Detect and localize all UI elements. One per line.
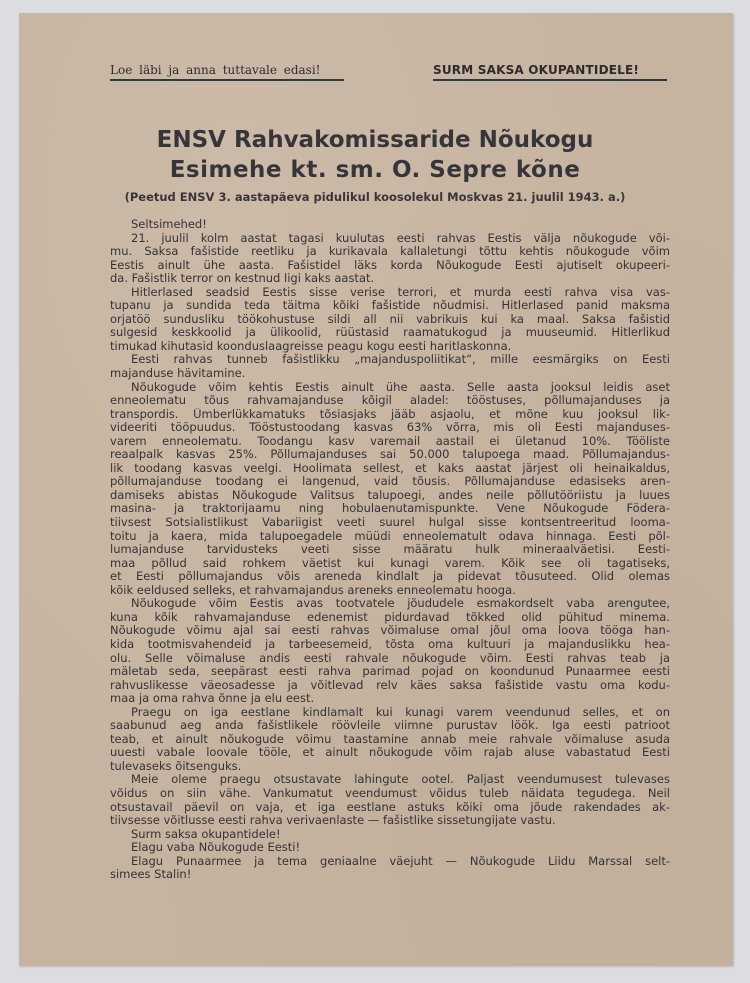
speech-line: lumajanduse tarvidusteks veeti sisse määratu hulk mineraalväetisi. Eesti- — [110, 543, 670, 557]
speech-line: timukad kihutasid koonduslaagreisse peagu kogu eesti haritlaskonna. — [110, 339, 512, 353]
speech-line: sulgesid keskkoolid ja ülikoolid, rüüstasid raamatukogud ja muuseumid. Hitlerlikud — [110, 326, 670, 340]
speech-line: maa ja oma rahva õnne ja elu eest. — [110, 692, 315, 706]
speech-line: da. Fašistlik terror on kestnud ligi kaks aastat. — [110, 272, 375, 286]
speech-line: uuesti vabale loovale tööle, et ainult nõukogude võim rajab aluse vabastatud Eesti — [110, 746, 670, 760]
speech-line: Hitlerlased seadsid Eestis sisse verise terrori, et murda eesti rahva visa vas- — [131, 285, 670, 299]
speech-line: põllumajanduse toodang ei langenud, vaid tõusis. Põllumajanduse edasiseks aren- — [110, 475, 670, 489]
speech-line: kuna kõik rahvamajanduse edenemist pidurdavad tõkked olid pühitud minema. — [110, 610, 670, 624]
speech-line: kõik eeldused selleks, et rahvamajandus areneks enneolematu hooga. — [110, 583, 516, 597]
speech-line: tulevaseks õitsenguks. — [110, 759, 242, 773]
speech-line: lik toodang kasvas veelgi. Hoolimata sellest, et kaks aastat järjest oli heinaikaldus, — [110, 461, 670, 475]
speech-line: transpordis. Ümberlükkamatuks tõsiasjaks jääb asjaolu, et mõne kuu jooksul lik- — [110, 407, 670, 421]
speech-line: varem enneolematu. Toodangu kasv varemail aastail ei ületanud 10%. Tööliste — [110, 434, 670, 448]
speech-line: Eesti rahvas tunneb fašistlikku „majanduspoliitikat“, mille eesmärgiks on Eesti — [131, 353, 670, 367]
speech-line: enneolematu tõus rahvamajanduse kõigil aladel: tööstuses, põllumajanduses ja — [110, 394, 670, 408]
speech-line: masina- ja traktorijaamu ning hobulaenutamispunkte. Vene Nõukogude Födera- — [110, 502, 670, 516]
title-line-2: Esimehe kt. sm. O. Sepre kõne — [169, 157, 581, 183]
speech-line: tiivsesse võitlusse eesti rahva verivaenlaste — fašistlike sissetungijate vastu. — [110, 814, 556, 828]
speech-line: mu. Saksa fašistide reetliku ja kurikavala kallaletungi tõttu kehtis nõukogude võim — [110, 245, 670, 259]
subtitle: (Peetud ENSV 3. aastapäeva pidulikul koosolekul Moskvas 21. juulil 1943. a.) — [124, 190, 626, 204]
speech-line: saabunud aeg anda fašistlikele röövleile viimne purustav löök. Iga eesti patrioot — [110, 719, 670, 733]
header-slogan-left: Loe läbi ja anna tuttavale edasi! — [110, 63, 344, 81]
speech-line: et Eesti põllumajandus võis areneda kindlalt ja pidevat tõusuteed. Olid olemas — [110, 570, 670, 584]
speech-line: Elagu vaba Nõukogude Eesti! — [131, 841, 301, 855]
speech-line: Elagu Punaarmee ja tema geniaalne väejuht — Nõukogude Liidu Marssal selt- — [131, 854, 670, 868]
speech-line: reaalpalk kasvas 25%. Põllumajanduses sai 50.000 talupoega maad. Põllumajandus- — [110, 448, 670, 462]
speech-line: simees Stalin! — [110, 868, 192, 882]
speech-line: kida tootmisvahendeid ja tarbeesemeid, tõsta oma kultuuri ja majanduslikku hea- — [110, 637, 670, 651]
speech-line: Praegu on iga eestlane kindlamalt kui kunagi varem veendunud selles, et on — [131, 705, 670, 719]
speech-line: rahvuslikesse väeosadesse ja võitlevad relv käes saksa fašistide vastu oma kodu- — [110, 678, 670, 692]
header-slogan-right: SURM SAKSA OKUPANTIDELE! — [433, 63, 667, 81]
speech-line: tiivsest Sotsialistlikust Vabariigist veeti suurel hulgal sisse kontsentreeritud looma- — [110, 516, 670, 530]
speech-line: Meie oleme praegu otsustavate lahingute ootel. Paljast veendumusest tulevases — [131, 773, 670, 787]
speech-line: videeriti tööpuudus. Tööstustoodang kasvas 63% võrra, mis oli Eesti majanduses- — [110, 421, 670, 435]
speech-line: toitu ja kaera, mida talupoegadele müüdi enneolematult odava hinnaga. Eesti põl- — [110, 529, 670, 543]
speech-line: mäletab seda, seepärast eesti rahva parimad pojad on koondunud Punaarmee eesti — [110, 665, 670, 679]
title-line-1: ENSV Rahvakomissaride Nõukogu — [156, 127, 594, 153]
speech-line: Seltsimehed! — [131, 218, 207, 231]
speech-line: Nõukogude võim kehtis Eestis ainult ühe aasta. Selle aasta jooksul leidis aset — [131, 380, 670, 394]
speech-line: olu. Selle võimaluse andis eesti rahvale nõukogude võim. Eesti rahvas teab ja — [110, 651, 670, 665]
speech-line: majanduse hävitamine. — [110, 367, 246, 381]
speech-line: orjatöö sundusliku töökohustuse sildi all nii vabrikuis kui ka maal. Saksa fašistid — [110, 312, 670, 326]
speech-line: tupanu ja sundida teda täitma kõiki fašistide nõudmisi. Hitlerlased panid maksma — [110, 299, 670, 313]
speech-body — [110, 218, 670, 882]
speech-line: otsustavail päevil on vaja, et iga eestlane astuks kõiki oma jõude rakendades ak- — [110, 800, 670, 814]
speech-line: teab, et ainult nõukogude võimu taastamine annab meie rahvale võimaluse asuda — [110, 732, 670, 746]
speech-line: Nõukogude võim Eestis avas tootvatele jõududele esmakordselt vaba arengutee, — [131, 597, 670, 611]
speech-line: Nõukogude võimu ajal sai eesti rahvas võimaluse omal jõul oma loova tööga han- — [110, 624, 670, 638]
speech-line: 21. juulil kolm aastat tagasi kuulutas eesti rahvas Eestis välja nõukogude või- — [131, 231, 670, 245]
speech-line: maa põllud said rohkem väetist kui kunagi varem. Kõik see oli tagatiseks, — [110, 556, 670, 570]
speech-line: Surm saksa okupantidele! — [131, 827, 281, 841]
speech-line: damiseks abistas Nõukogude Valitsus talupoegi, andes neile põllutööriistu ja luues — [110, 488, 670, 502]
speech-line: võidus on siin vähe. Vankumatut veendumust võidus tuleb näidata tegudega. Neil — [110, 786, 670, 800]
speech-line: Eestis ainult ühe aasta. Fašistidel läks korda Nõukogude Eesti ajutiselt okupeeri- — [110, 258, 670, 272]
